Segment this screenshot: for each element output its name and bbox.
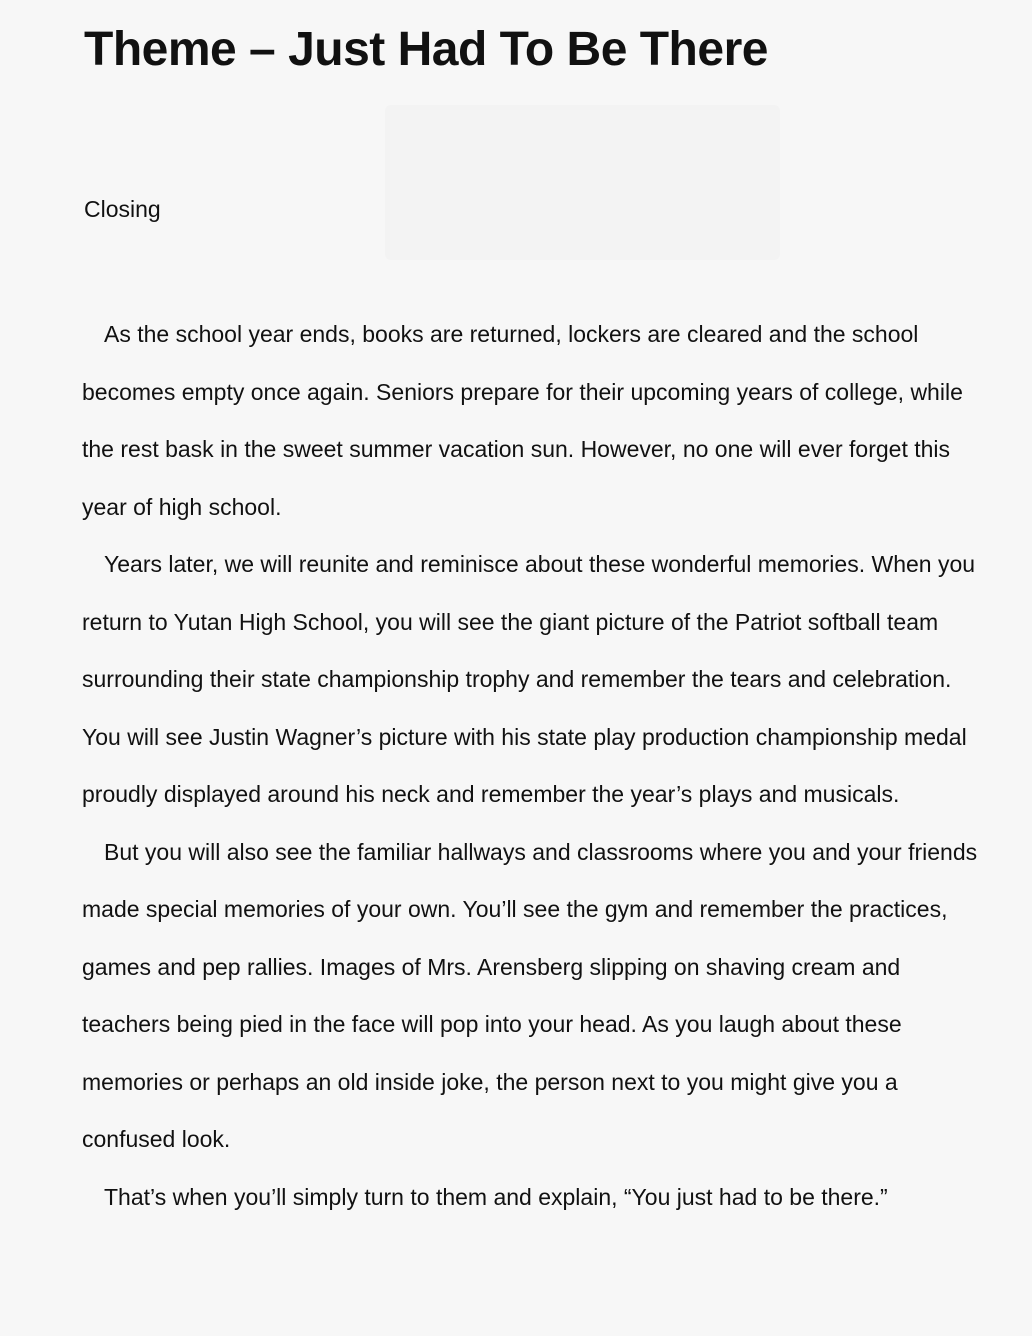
paragraph: As the school year ends, books are returned, lockers are cleared and the school becomes empty once again. Seniors prepare for their upcoming years of college, while the rest bask in the sweet summer vacation sun. However, no one will ever forget this year of high school.	[82, 321, 963, 520]
section-label: Closing	[84, 196, 161, 222]
scan-artifact	[385, 105, 780, 260]
body-text	[82, 306, 987, 1226]
page-title: Theme – Just Had To Be There	[84, 23, 768, 76]
paragraph: That’s when you’ll simply turn to them and explain, “You just had to be there.”	[104, 1183, 888, 1210]
paragraph: Years later, we will reunite and reminisce about these wonderful memories. When you return to Yutan High School, you will see the giant picture of the Patriot softball team surrounding their state championship trophy and remember the tears and celebration. You will see Justin Wagner’s picture with his state play production championship medal proudly displayed around his neck and remember the year’s plays and musicals.	[82, 551, 976, 807]
paragraph: But you will also see the familiar hallways and classrooms where you and your friends made special memories of your own. You’ll see the gym and remember the practices, games and pep rallies. Images of Mrs. Arensberg slipping on shaving cream and teachers being pied in the face will pop into your head. As you laugh about these memories or perhaps an old inside joke, the person next to you might give you a confused look.	[82, 838, 978, 1152]
